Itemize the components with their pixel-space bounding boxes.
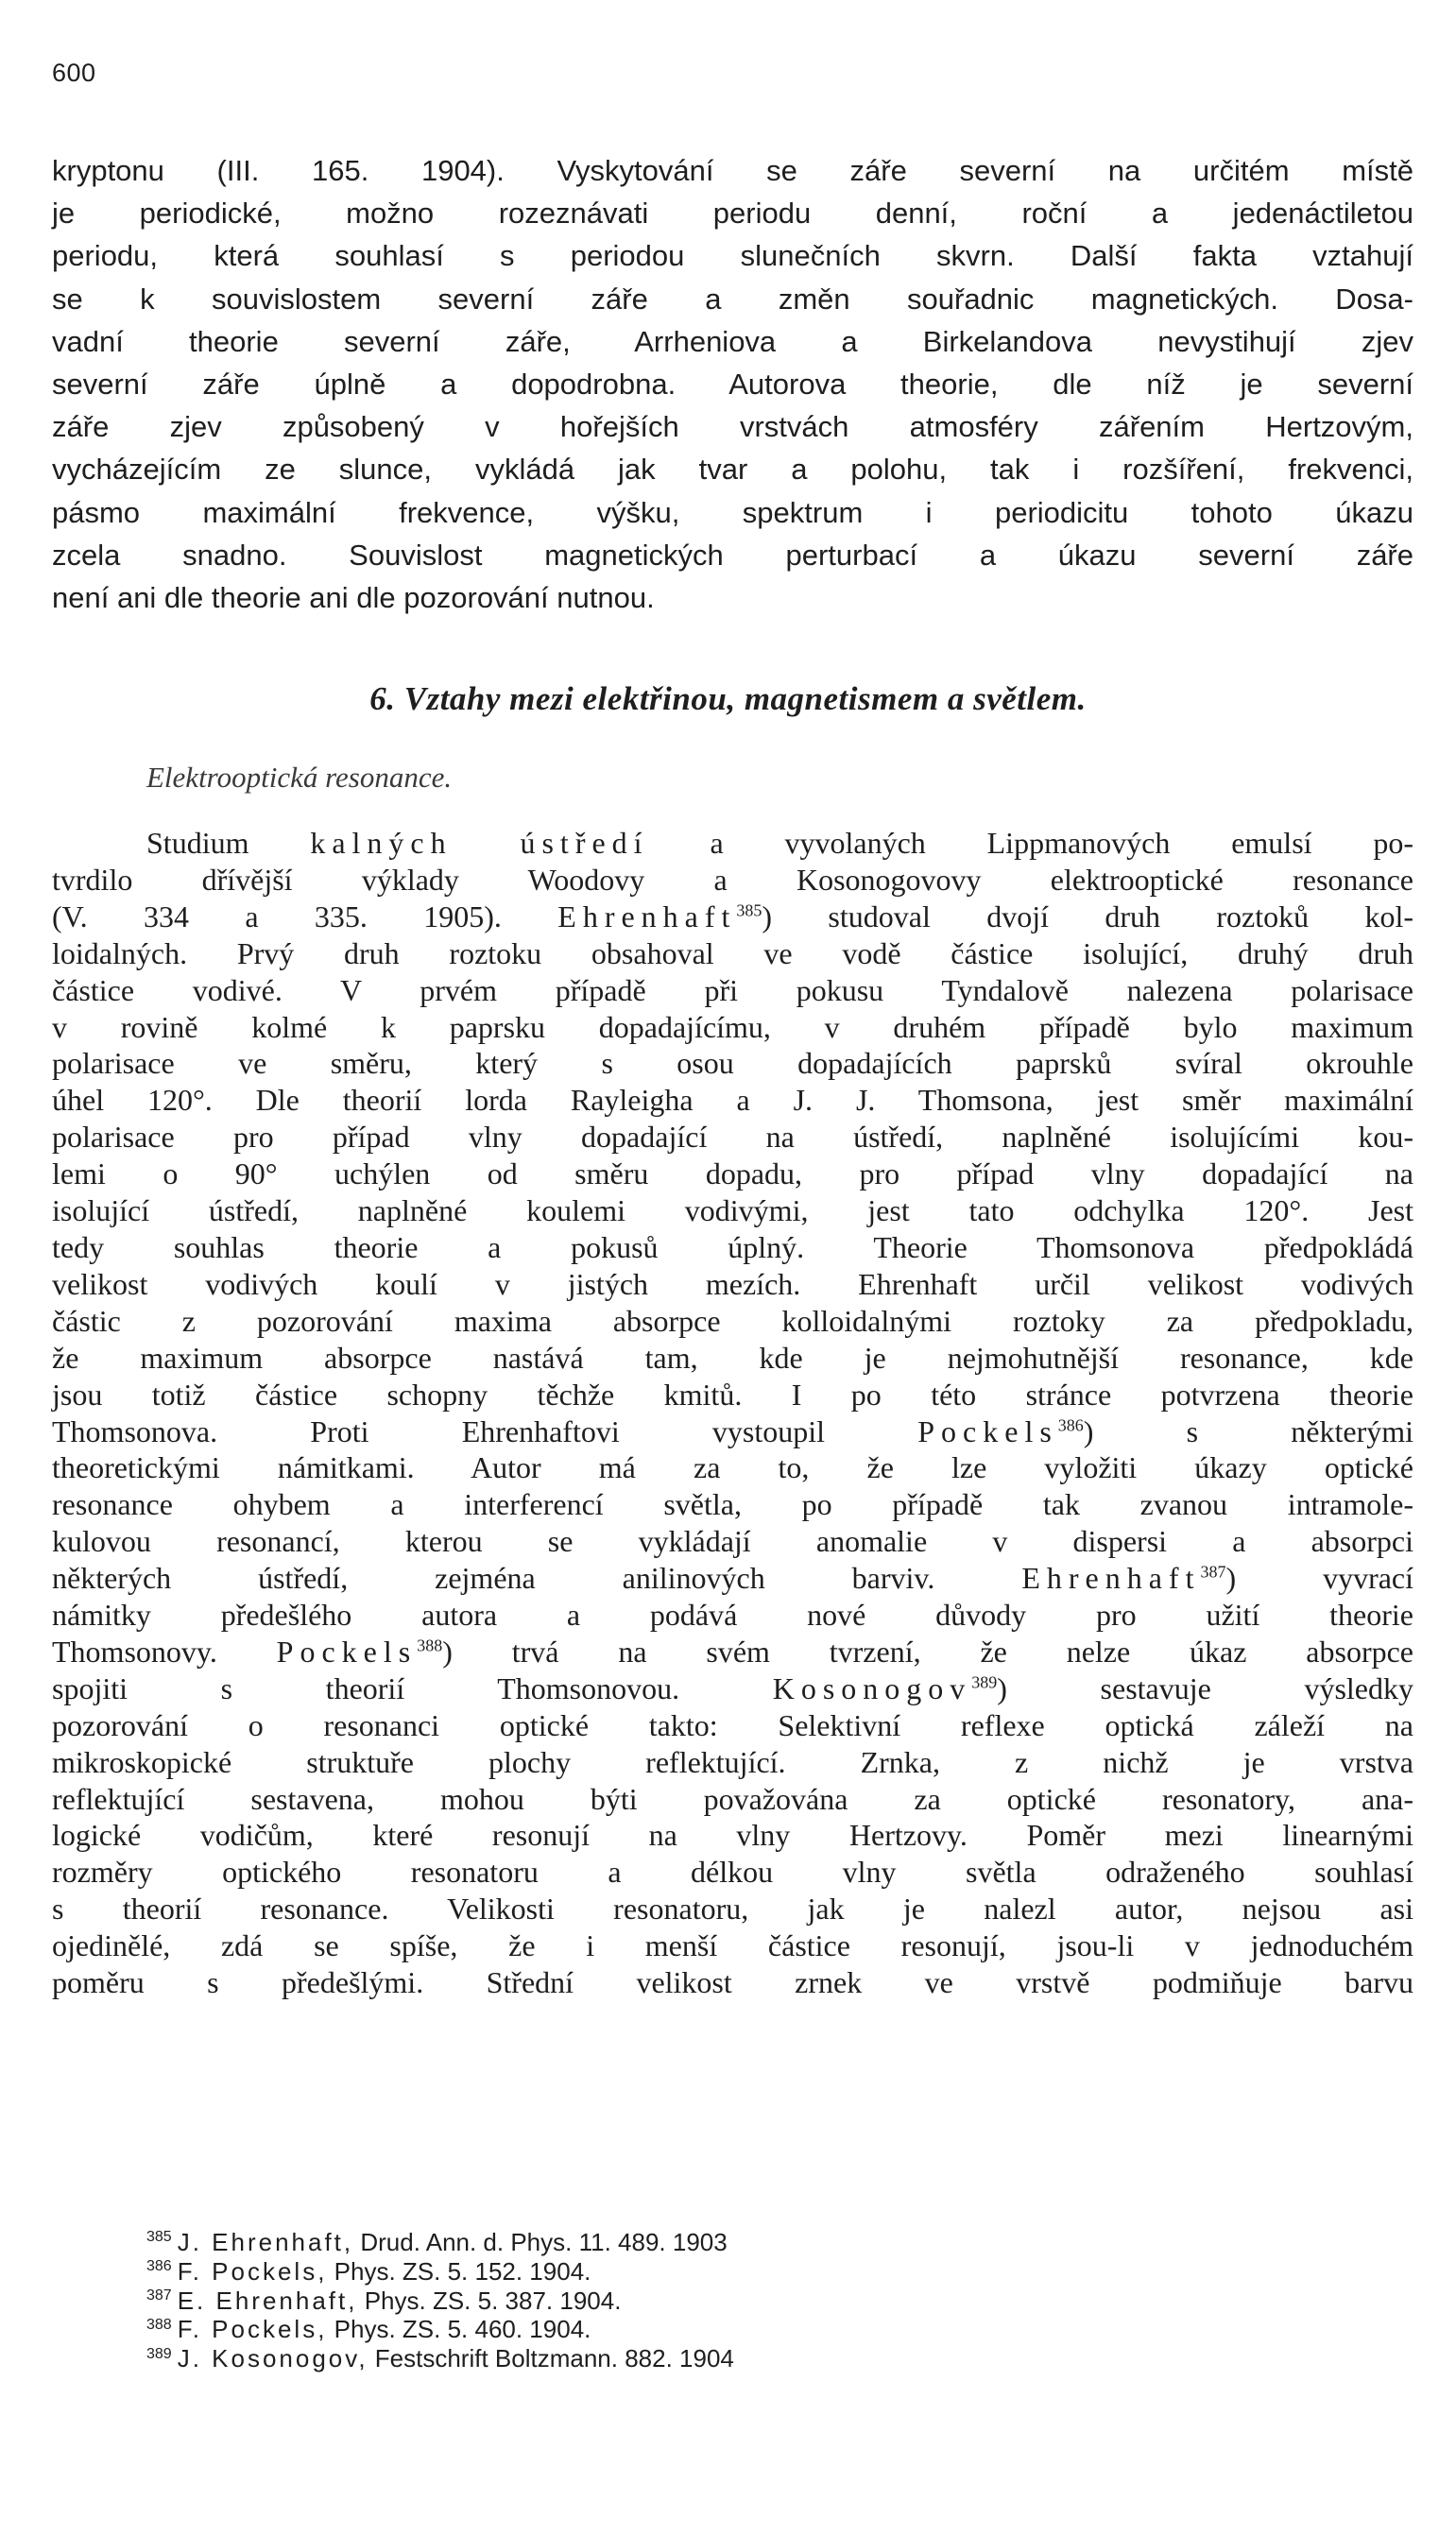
text-line (52, 1560, 1413, 1597)
text-line: resonance ohybem a interferencí světla, po případě tak zvanou intramole- (52, 1487, 1413, 1522)
text-line: námitky předešlého autora a podává nové důvody pro užití theorie (52, 1598, 1413, 1633)
text-line: částice vodivé. V prvém případě při pokusu Tyndalově nalezena polarisace (52, 972, 1413, 1007)
text-line: v rovině kolmé k paprsku dopadajícímu, v druhém případě bylo maximum (52, 1009, 1413, 1044)
footnote-ref-text: Drud. Ann. d. Phys. 11. 489. 1903 (360, 2228, 728, 2256)
text-line: periodu, která souhlasí s periodou slunečních skvrn. Další fakta vztahují (52, 239, 1413, 273)
footnote-ref-text: Festschrift Boltzmann. 882. 1904 (374, 2344, 734, 2373)
footnote-ref: 388 (417, 1636, 443, 1655)
footnote-ref-text: Phys. ZS. 5. 460. 1904. (334, 2315, 591, 2344)
text-line: vadní theorie severní záře, Arrheniova a Birkelandova nevystihují zjev (52, 324, 1413, 358)
text-run: ) sestavuje výsledky (997, 1670, 1414, 1705)
footnote (146, 2228, 734, 2257)
footnote-ref: 387 (1200, 1562, 1226, 1582)
footnote-author: F. Pockels, (177, 2315, 328, 2344)
text-line: úhel 120°. Dle theorií lorda Rayleigha a J. J. Thomsona, jest směr maximální (52, 1083, 1413, 1118)
text-line: ojedinělé, zdá se spíše, že i menší částice resonují, jsou-li v jednoduchém (52, 1928, 1413, 1963)
author-name: Ehrenhaft (1021, 1561, 1201, 1596)
footnotes (146, 2228, 734, 2373)
text-line: zcela snadno. Souvislost magnetických perturbací a úkazu severní záře (52, 538, 1413, 572)
text-run: a vyvolaných Lippmanových emulsí po- (710, 826, 1414, 860)
text-line: že maximum absorpce nastává tam, kde je nejmohutnější resonance, kde (52, 1340, 1413, 1375)
text-line (52, 825, 1413, 862)
text-line: mikroskopické struktuře plochy reflektující. Zrnka, z nichž je vrstva (52, 1744, 1413, 1779)
text-line: tedy souhlas theorie a pokusů úplný. Theorie Thomsonova předpokládá (52, 1229, 1413, 1264)
text-run: Thomsonova. Proti Ehrenhaftovi vystoupil (52, 1413, 826, 1448)
text-line: s theorií resonance. Velikosti resonatoru, jak je nalezl autor, nejsou asi (52, 1892, 1413, 1927)
footnote-number: 387 (146, 2287, 172, 2304)
text-line: částic z pozorování maxima absorpce kolloidalnými roztoky za předpokladu, (52, 1303, 1413, 1338)
footnote-ref-text: Phys. ZS. 5. 387. 1904. (364, 2286, 622, 2315)
footnote (146, 2287, 734, 2316)
text-line (52, 1413, 1413, 1450)
text-line: pozorování o resonanci optické takto: Selektivní reflexe optická záleží na (52, 1707, 1413, 1742)
text-line: velikost vodivých koulí v jistých mezích. Ehrenhaft určil velikost vodivých (52, 1266, 1413, 1301)
footnote-author: E. Ehrenhaft, (177, 2286, 358, 2315)
footnote-author: J. Kosonogov, (177, 2344, 368, 2373)
footnote-author: J. Ehrenhaft, (177, 2228, 354, 2256)
text-line: poměru s předešlými. Střední velikost zrnek ve vrstvě podmiňuje barvu (52, 1965, 1413, 2000)
text-line: pásmo maximální frekvence, výšku, spektrum i periodicitu tohoto úkazu (52, 495, 1413, 529)
footnote (146, 2344, 734, 2373)
text-line: polarisace ve směru, který s osou dopadajících paprsků svíral okrouhle (52, 1046, 1413, 1081)
text-line: severní záře úplně a dopodrobna. Autorova theorie, dle níž je severní (52, 368, 1413, 402)
text-run: spojiti s theorií Thomsonovou. (52, 1670, 680, 1705)
text-run: ) trvá na svém tvrzení, že nelze úkaz absorpce (442, 1634, 1414, 1669)
footnote-ref: 389 (971, 1672, 998, 1692)
intro-paragraph (52, 149, 1413, 619)
footnote-number: 386 (146, 2258, 172, 2275)
text-run: (V. 334 a 335. 1905). (52, 899, 502, 933)
text-line: polarisace pro případ vlny dopadající na ústředí, naplněné isolujícími kou- (52, 1120, 1413, 1155)
text-line (52, 1634, 1413, 1670)
text-line: theoretickými námitkami. Autor má za to, že lze vyložiti úkazy optické (52, 1450, 1413, 1485)
text-line: je periodické, možno rozeznávati periodu denní, roční a jedenáctiletou (52, 197, 1413, 231)
footnote-number: 388 (146, 2316, 172, 2333)
text-run: některých ústředí, zejména anilinových barviv. (52, 1561, 935, 1596)
author-name: Kosonogov (772, 1670, 972, 1705)
text-line: lemi o 90° uchýlen od směru dopadu, pro případ vlny dopadající na (52, 1156, 1413, 1191)
footnote-number: 385 (146, 2229, 172, 2246)
footnote-author: F. Pockels, (177, 2256, 328, 2286)
footnote (146, 2257, 734, 2287)
author-name: Ehrenhaft (557, 899, 737, 933)
subheading: Elektrooptická resonance. (146, 761, 453, 794)
text-line: vycházejícím ze slunce, vykládá jak tvar a polohu, tak i rozšíření, frekvenci, (52, 453, 1413, 487)
text-line: jsou totiž částice schopny těchže kmitů. I po této stránce potvrzena theorie (52, 1377, 1413, 1412)
footnote-ref: 385 (736, 900, 762, 920)
text-line: není ani dle theorie ani dle pozorování nutnou. (52, 581, 655, 615)
text-line: záře zjev způsobený v hořejších vrstvách atmosféry zářením Hertzovým, (52, 410, 1413, 444)
text-line (52, 1670, 1413, 1707)
body-paragraph (52, 825, 1413, 2001)
text-line: loidalných. Prvý druh roztoku obsahoval ve vodě částice isolující, druhý druh (52, 935, 1413, 970)
text-run: ) s některými (1083, 1413, 1414, 1448)
author-name: Pockels (917, 1413, 1058, 1448)
page-number: 600 (52, 59, 96, 87)
footnote-ref: 386 (1057, 1414, 1084, 1434)
text-line: tvrdilo dřívější výklady Woodovy a Kosonogovovy elektrooptické resonance (52, 862, 1413, 897)
text-run: ) vyvrací (1225, 1561, 1414, 1596)
text-line: rozměry optického resonatoru a délkou vlny světla odraženého souhlasí (52, 1855, 1413, 1890)
footnote-ref-text: Phys. ZS. 5. 152. 1904. (334, 2256, 591, 2286)
text-line: kulovou resonancí, kterou se vykládají anomalie v dispersi a absorpci (52, 1524, 1413, 1559)
text-line: se k souvislostem severní záře a změn souřadnic magnetických. Dosa- (52, 282, 1413, 316)
text-line: kryptonu (III. 165. 1904). Vyskytování se záře severní na určitém místě (52, 154, 1413, 187)
text-run: Studium (146, 826, 249, 860)
footnote-number: 389 (146, 2345, 172, 2362)
text-line: reflektující sestavena, mohou býti považována za optické resonatory, ana- (52, 1781, 1413, 1816)
text-line (52, 899, 1413, 935)
footnote (146, 2315, 734, 2344)
spaced-term: kalných ústředí (310, 826, 649, 860)
author-name: Pockels (276, 1634, 418, 1669)
text-line: isolující ústředí, naplněné koulemi vodivými, jest tato odchylka 120°. Jest (52, 1193, 1413, 1228)
text-run: Thomsonovy. (52, 1634, 217, 1669)
text-line: logické vodičům, které resonují na vlny Hertzovy. Poměr mezi linearnými (52, 1818, 1413, 1853)
section-heading: 6. Vztahy mezi elektřinou, magnetismem a světlem. (369, 680, 1087, 717)
text-run: ) studoval dvojí druh roztoků kol- (762, 899, 1414, 933)
